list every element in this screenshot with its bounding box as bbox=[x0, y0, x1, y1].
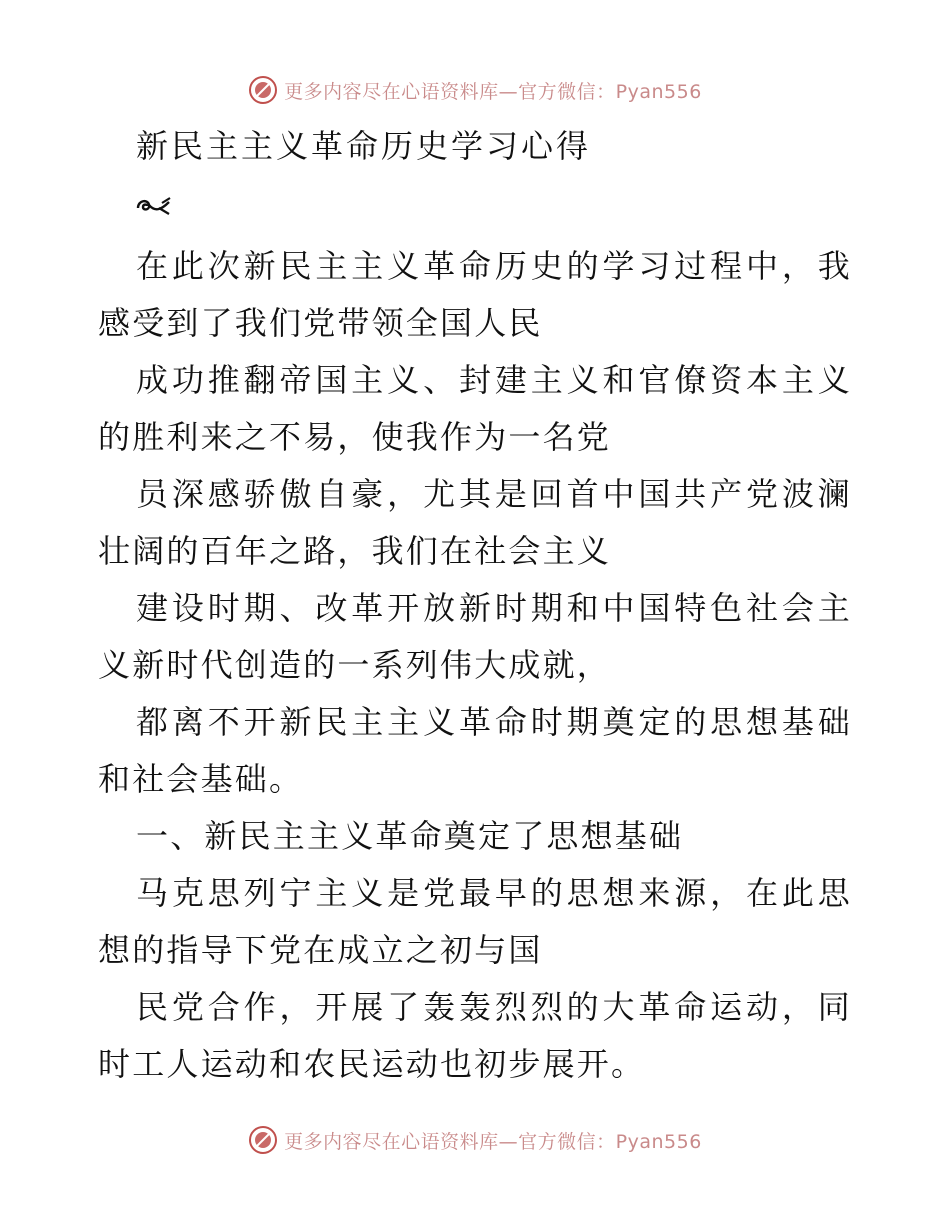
banner-text: 更多内容尽在心语资料库—官方微信：Pyan556 bbox=[284, 1130, 702, 1153]
seal-logo-icon bbox=[248, 1125, 278, 1155]
paragraph: 民党合作，开展了轰轰烈烈的大革命运动，同时工人运动和农民运动也初步展开。 bbox=[98, 988, 852, 1083]
seal-logo-icon bbox=[248, 75, 278, 105]
document-title: 新民主主义革命历史学习心得 bbox=[136, 127, 592, 165]
banner-text: 更多内容尽在心语资料库—官方微信：Pyan556 bbox=[284, 80, 702, 103]
document-body bbox=[98, 238, 852, 1093]
paragraph: 员深感骄傲自豪，尤其是回首中国共产党波澜壮阔的百年之路，我们在社会主义 bbox=[98, 475, 852, 570]
paragraph: 马克思列宁主义是党最早的思想来源，在此思想的指导下党在成立之初与国 bbox=[98, 874, 852, 969]
paragraph: 都离不开新民主主义革命时期奠定的思想基础和社会基础。 bbox=[98, 703, 852, 798]
paragraph: 成功推翻帝国主义、封建主义和官僚资本主义的胜利来之不易，使我作为一名党 bbox=[98, 361, 852, 456]
footer-banner bbox=[0, 1120, 950, 1160]
section-heading: 一、新民主主义革命奠定了思想基础 bbox=[136, 817, 684, 855]
swirl-ornament-icon bbox=[135, 194, 173, 218]
paragraph: 在此次新民主主义革命历史的学习过程中，我感受到了我们党带领全国人民 bbox=[98, 247, 852, 342]
paragraph: 建设时期、改革开放新时期和中国特色社会主义新时代创造的一系列伟大成就， bbox=[98, 589, 852, 684]
header-banner bbox=[0, 70, 950, 110]
